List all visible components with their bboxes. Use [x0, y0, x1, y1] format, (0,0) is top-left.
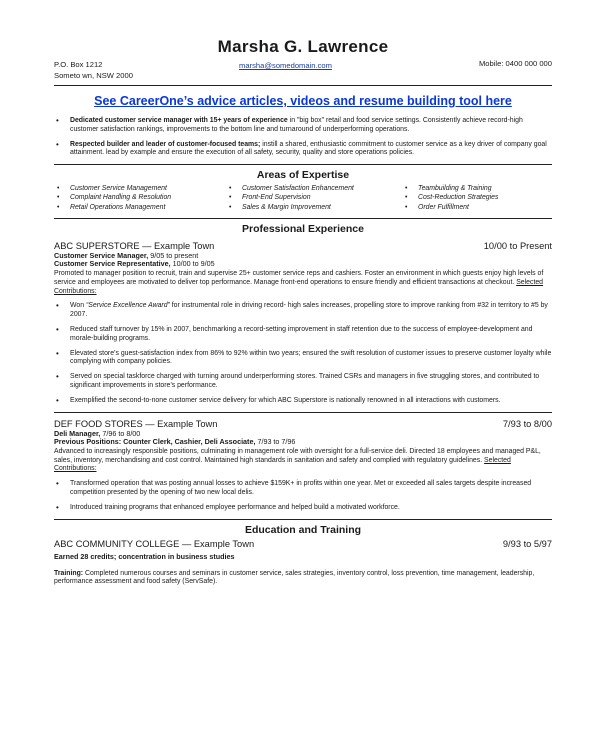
careerone-banner-link[interactable]: See CareerOne’s advice articles, videos and resume building tool here: [94, 94, 512, 108]
job-role: Deli Manager, 7/96 to 8/00: [54, 428, 141, 438]
experience-heading: Professional Experience: [242, 222, 364, 235]
expertise-item: • Sales & Margin Improvement: [226, 203, 402, 212]
job-contributions: [54, 302, 552, 405]
contribution-item: • Won “Service Excellence Award” for instrumental role in driving record- high sales increases, propelling store to improve ranking from #32 in territory to #5 by 2007.: [54, 302, 552, 320]
section-divider: [54, 218, 552, 219]
expertise-item: • Front-End Supervision: [226, 193, 402, 202]
job-role: Customer Service Representative, 10/00 to 9/05: [54, 259, 215, 269]
education-header: [54, 539, 552, 550]
contribution-item: • Reduced staff turnover by 15% in 2007, benchmarking a record-setting improvement in staff retention due to the success of employee-development and morale-building programs.: [54, 326, 552, 344]
expertise-item: • Customer Service Management: [54, 184, 226, 193]
section-divider: [54, 412, 552, 413]
education-heading: Education and Training: [244, 523, 362, 536]
contribution-item: • Exemplified the second-to-none customer service delivery for which ABC Superstore is nationally renowned in all interactions with customers.: [54, 397, 552, 406]
summary-item: • Dedicated customer service manager with 15+ years of experience in "big box" retail and food service settings. Consistently achieve record-high customer satisfaction rankings, improvements to the bottom line and turnaround of underperforming operations.: [54, 117, 552, 135]
expertise-item: • Customer Satisfaction Enhancement: [226, 184, 402, 193]
contribution-item: • Elevated store’s guest-satisfaction index from 86% to 92% within two years; ensured the swift resolution of customer issues to preserve customer loyalty while complying with company policies.: [54, 350, 552, 368]
job-header: [54, 241, 552, 252]
job-dates: 7/93 to 8/00: [502, 418, 552, 429]
section-divider: [54, 519, 552, 520]
summary-item: • Respected builder and leader of customer-focused teams; instill a shared, enthusiastic commitment to customer service as a key driver of company goal attainment. lead by example and ensure the execution of all safety, security, quality and store operations policies.: [54, 141, 552, 159]
contribution-item: • Introduced training programs that enhanced employee performance and helped build a motivated workforce.: [54, 504, 552, 513]
header-divider: [54, 85, 552, 86]
address: [54, 59, 133, 81]
expertise-item: • Retail Operations Management: [54, 203, 226, 212]
address-line-1: P.O. Box 1212: [54, 60, 103, 69]
expertise-heading: Areas of Expertise: [256, 169, 350, 182]
job-role: Previous Positions: Counter Clerk, Cashier, Deli Associate, 7/93 to 7/96: [54, 437, 296, 447]
job-header: [54, 419, 552, 430]
employer-name: ABC SUPERSTORE — Example Town: [54, 240, 215, 251]
contact-block: [54, 59, 552, 81]
job-role: Customer Service Manager, 9/05 to present: [54, 250, 199, 260]
expertise-item: • Teambuilding & Training: [402, 184, 552, 193]
training-text: Training: Completed numerous courses and seminars in customer service, sales strategies, inventory control, loss prevention, time management, leadership, performance assessment and food safety (ServSafe).: [54, 569, 535, 586]
address-line-2: Someto wn, NSW 2000: [54, 71, 133, 80]
job-description: Advanced to increasingly responsible positions, culminating in management role with oversight for a full-service deli. Directed 18 employees and managed P&L, sales, inventory, merchandising and cost control. Maintained high standards in sanitation and safety and complied with regulatory guidelines. Selected Contributions:: [54, 447, 541, 473]
job-contributions: [54, 480, 552, 512]
expertise-item: • Order Fulfillment: [402, 203, 552, 212]
email-link[interactable]: marsha@somedomain.com: [239, 61, 332, 70]
job-dates: 10/00 to Present: [483, 240, 552, 251]
expertise-grid: [54, 184, 552, 212]
expertise-item: • Complaint Handling & Resolution: [54, 193, 226, 202]
job-description: Promoted to manager position to recruit, train and supervise 25+ customer service reps and cashiers. Foster an environment in which guests enjoy high levels of service and employees are motivated to deliver top performance. Manage front-end operations to ensure friendly and efficient transactions at checkout. Selected Contributions:: [54, 269, 544, 295]
expertise-item: • Cost-Reduction Strategies: [402, 193, 552, 202]
mobile-number: Mobile: 0400 000 000: [478, 59, 552, 68]
contribution-item: • Transformed operation that was posting annual losses to achieve $159K+ in profits within one year. Met or exceeded all sales targets despite increased competition presented by the opening of two new local delis.: [54, 480, 552, 498]
section-divider: [54, 164, 552, 165]
candidate-name: Marsha G. Lawrence: [217, 37, 389, 56]
education-dates: 9/93 to 5/97: [502, 538, 552, 549]
employer-name: DEF FOOD STORES — Example Town: [54, 418, 218, 429]
education-credits: Earned 28 credits; concentration in business studies: [54, 551, 235, 561]
school-name: ABC COMMUNITY COLLEGE — Example Town: [54, 538, 255, 549]
contribution-item: • Served on special taskforce charged with turning around underperforming stores. Trained CSRs and managers in five struggling stores, and contributed to significant improvements in store’s performance.: [54, 373, 552, 391]
summary-list: [54, 117, 552, 158]
